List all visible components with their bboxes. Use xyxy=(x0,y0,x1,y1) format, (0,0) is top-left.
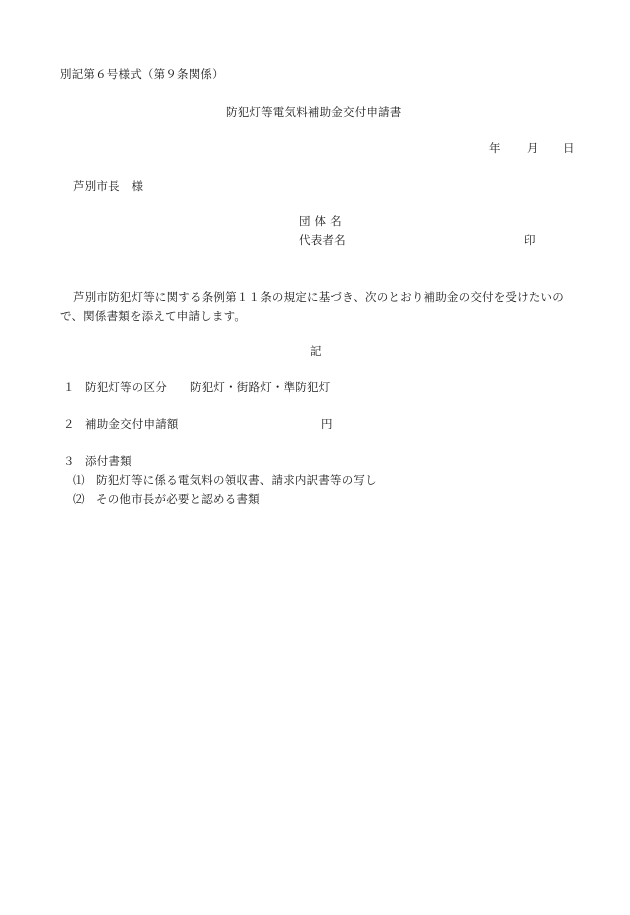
organization-name-label: 団 体 名 xyxy=(299,214,342,228)
item-1-label: 防犯灯等の区分 xyxy=(85,380,167,394)
attachment-2-number: ⑵ xyxy=(73,492,85,506)
item-3-label: 添付書類 xyxy=(85,454,132,468)
document-title: 防犯灯等電気料補助金交付申請書 xyxy=(226,105,402,119)
seal-mark: 印 xyxy=(524,233,536,247)
attachment-2-text: その他市長が必要と認める書類 xyxy=(96,492,260,506)
form-number-label: 別記第６号様式（第９条関係） xyxy=(60,67,224,81)
item-1-value: 防犯灯・街路灯・準防犯灯 xyxy=(190,380,331,394)
attachment-1-text: 防犯灯等に係る電気料の領収書、請求内訳書等の写し xyxy=(96,473,377,487)
attachment-1-number: ⑴ xyxy=(73,473,85,487)
body-text-line-2: で、関係書類を添えて申請します。 xyxy=(60,309,247,323)
yen-unit: 円 xyxy=(321,417,333,431)
date-year-label: 年 xyxy=(489,141,501,155)
item-1-number: １ xyxy=(63,380,75,394)
representative-name-label: 代表者名 xyxy=(299,233,346,247)
item-3-number: ３ xyxy=(63,454,75,468)
item-2-label: 補助金交付申請額 xyxy=(85,417,179,431)
date-day-label: 日 xyxy=(563,141,575,155)
body-text-line-1: 芦別市防犯灯等に関する条例第１１条の規定に基づき、次のとおり補助金の交付を受けたいの xyxy=(73,290,564,304)
item-2-number: ２ xyxy=(63,417,75,431)
addressee: 芦別市長 様 xyxy=(73,179,144,193)
ki-heading: 記 xyxy=(310,344,322,358)
date-month-label: 月 xyxy=(527,141,539,155)
